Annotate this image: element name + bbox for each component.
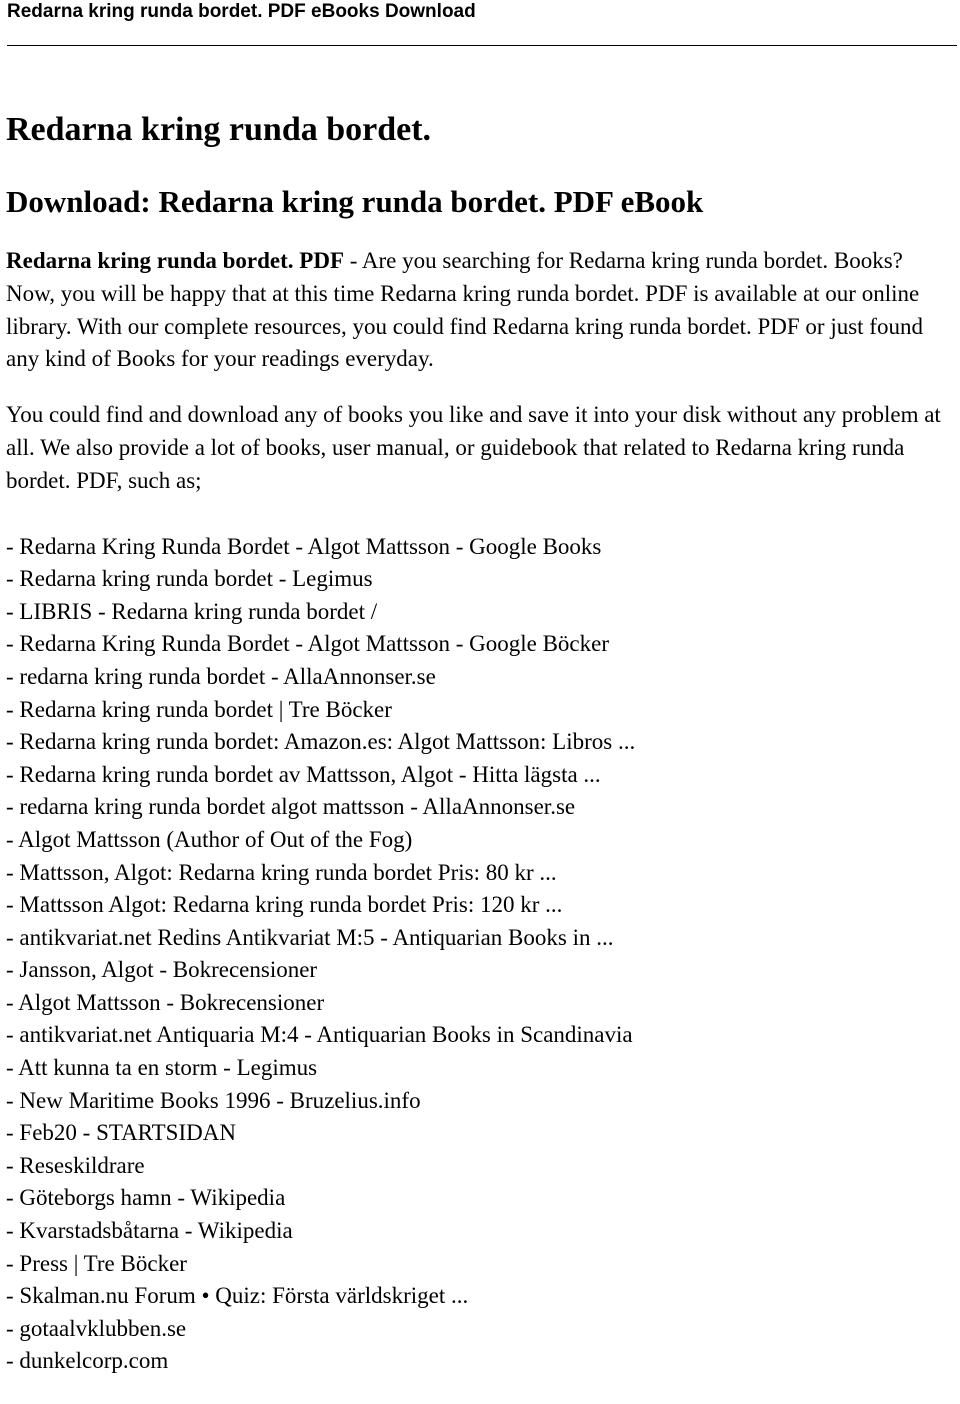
related-link-item: - LIBRIS - Redarna kring runda bordet /	[6, 598, 378, 624]
related-link-item: - redarna kring runda bordet algot mattsson - AllaAnnonser.se	[6, 794, 576, 820]
related-link-item: - Redarna kring runda bordet - Legimus	[6, 566, 373, 592]
related-link-item: - Feb20 - STARTSIDAN	[6, 1120, 236, 1146]
related-link-item: - Redarna kring runda bordet | Tre Böcker	[6, 696, 392, 722]
download-heading: Download: Redarna kring runda bordet. PDF eBook	[6, 184, 704, 219]
related-link-item: - New Maritime Books 1996 - Bruzelius.info	[6, 1087, 421, 1113]
related-link-item: - Jansson, Algot - Bokrecensioner	[6, 957, 318, 983]
related-link-item: - Att kunna ta en storm - Legimus	[6, 1055, 318, 1081]
intro-paragraph	[6, 245, 954, 376]
related-link-item: - Kvarstadsbåtarna - Wikipedia	[6, 1218, 293, 1244]
document-body	[6, 110, 954, 1378]
header-divider	[7, 45, 957, 46]
related-link-item: - Skalman.nu Forum • Quiz: Första världskriget ...	[6, 1283, 469, 1309]
related-link-item: - dunkelcorp.com	[6, 1348, 169, 1374]
description-paragraph: You could find and download any of books you like and save it into your disk without any problem at all. We also provide a lot of books, user manual, or guidebook that related to Redarna kring runda bordet. PDF, such as;	[6, 402, 941, 493]
related-link-item: - Algot Mattsson - Bokrecensioner	[6, 989, 325, 1015]
document-title: Redarna kring runda bordet.	[6, 111, 432, 148]
related-links-list	[6, 531, 954, 1378]
related-link-item: - Mattsson Algot: Redarna kring runda bordet Pris: 120 kr ...	[6, 892, 563, 918]
related-link-item: - Press | Tre Böcker	[6, 1250, 187, 1276]
related-link-item: - Redarna Kring Runda Bordet - Algot Mattsson - Google Books	[6, 533, 602, 559]
related-link-item: - Reseskildrare	[6, 1152, 145, 1178]
related-link-item: - Algot Mattsson (Author of Out of the Fog)	[6, 826, 413, 852]
related-link-item: - antikvariat.net Antiquaria M:4 - Antiquarian Books in Scandinavia	[6, 1022, 633, 1048]
page-header	[7, 0, 957, 48]
related-link-item: - Göteborgs hamn - Wikipedia	[6, 1185, 286, 1211]
related-link-item: - redarna kring runda bordet - AllaAnnonser.se	[6, 663, 436, 689]
related-link-item: - Redarna Kring Runda Bordet - Algot Mattsson - Google Böcker	[6, 631, 609, 657]
related-link-item: - Redarna kring runda bordet av Mattsson, Algot - Hitta lägsta ...	[6, 761, 601, 787]
related-link-item: - Mattsson, Algot: Redarna kring runda bordet Pris: 80 kr ...	[6, 859, 557, 885]
related-link-item: - antikvariat.net Redins Antikvariat M:5 - Antiquarian Books in ...	[6, 924, 614, 950]
intro-text: - Are you searching for Redarna kring runda bordet. Books? Now, you will be happy that at this time Redarna kring runda bordet. PDF is available at our online library. With our complete resources, you could find Redarna kring runda bordet. PDF or just found any kind of Books for your readings everyday.	[6, 248, 923, 372]
related-link-item: - gotaalvklubben.se	[6, 1315, 187, 1341]
header-title: Redarna kring runda bordet. PDF eBooks Download	[7, 1, 476, 22]
intro-lead: Redarna kring runda bordet. PDF	[6, 248, 344, 273]
related-link-item: - Redarna kring runda bordet: Amazon.es: Algot Mattsson: Libros ...	[6, 729, 636, 755]
